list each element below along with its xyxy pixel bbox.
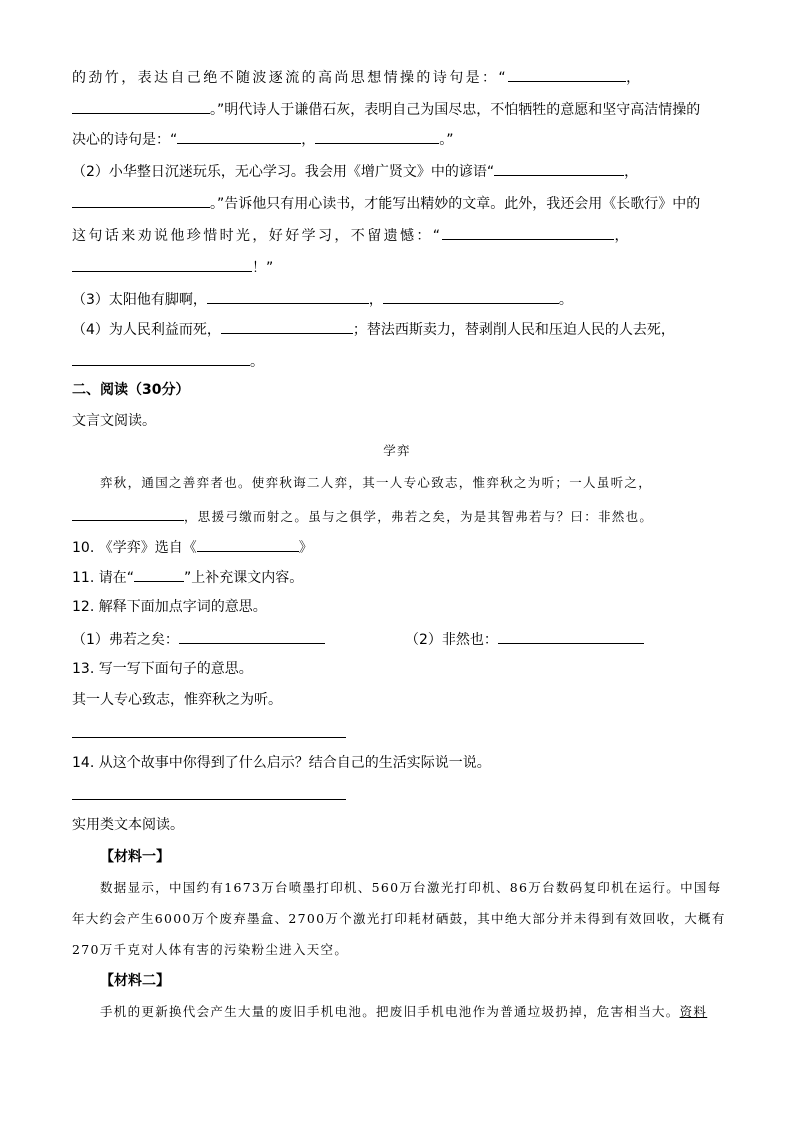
question-11 <box>72 566 303 588</box>
p2-line4 <box>72 256 273 278</box>
text: （4）为人民利益而死， <box>72 322 221 338</box>
question-13-sentence: 其一人专心致志，惟弈秋之为听。 <box>72 692 282 708</box>
material2-line1 <box>100 1002 707 1022</box>
answer-blank[interactable] <box>72 256 252 272</box>
text: 》 <box>298 540 313 556</box>
text: 的劲竹，表达自己绝不随波逐流的高尚思想情操的诗句是：“ <box>72 70 509 86</box>
answer-blank[interactable] <box>442 224 614 240</box>
text: 手机的更新换代会产生大量的废旧手机电池。把废旧手机电池作为普通垃圾扔掉，危害相当大。 <box>100 1004 680 1019</box>
answer-blank[interactable] <box>221 318 353 334</box>
answer-blank[interactable] <box>72 98 210 114</box>
question-10 <box>72 536 313 558</box>
material1-line3: 270万千克对人体有害的污染粉尘进入天空。 <box>72 942 349 957</box>
answer-blank[interactable] <box>134 566 184 582</box>
answer-blank[interactable] <box>72 350 250 366</box>
answer-blank[interactable] <box>179 628 325 644</box>
text: （2）小华整日沉迷玩乐，无心学习。我会用《增广贤文》中的谚语“ <box>72 164 495 180</box>
answer-blank[interactable] <box>72 192 210 208</box>
answer-blank[interactable] <box>72 505 184 521</box>
text: 这句话来劝说他珍惜时光，好好学习，不留遗憾：“ <box>72 228 443 244</box>
p2-line1 <box>72 160 638 182</box>
text: 。”明代诗人于谦借石灰，表明自己为国尽忠，不怕牺牲的意愿和坚守高洁情操的 <box>210 102 701 118</box>
underlined-text: 资料 <box>679 1004 708 1019</box>
answer-blank[interactable] <box>508 66 626 82</box>
section-heading: 二、阅读（30分） <box>72 382 190 398</box>
text: （1）弗若之矣： <box>72 632 179 648</box>
material1-line2: 年大约会产生6000万个废弃墨盒、2700万个激光打印耗材硒鼓，其中绝大部分并未得到有效回收，大概有 <box>72 911 726 926</box>
p1-line2 <box>72 98 700 120</box>
text: ；替法西斯卖力，替剥削人民和压迫人民的人去死， <box>352 322 675 338</box>
text: ！” <box>252 260 274 276</box>
p4-line1 <box>72 318 675 340</box>
answer-blank[interactable] <box>315 128 439 144</box>
text: 。” <box>439 132 454 148</box>
practical-intro: 实用类文本阅读。 <box>72 817 184 833</box>
p1-line1 <box>72 66 642 88</box>
answer-blank[interactable] <box>494 160 624 176</box>
question-12-1 <box>72 628 325 650</box>
text: ，思援弓缴而射之。虽与之俱学，弗若之矣，为是其智弗若与？曰：非然也。 <box>184 509 654 524</box>
answer-blank[interactable] <box>177 128 301 144</box>
material2-title: 【材料二】 <box>100 973 170 989</box>
passage-title: 学弈 <box>383 443 411 458</box>
text: （2）非然也： <box>405 632 498 648</box>
passage-line1: 弈秋，通国之善弈者也。使弈秋诲二人弈，其一人专心致志，惟弈秋之为听；一人虽听之， <box>100 475 653 490</box>
passage-line2 <box>72 505 653 527</box>
p2-line3 <box>72 224 631 246</box>
question-12-2 <box>405 628 644 650</box>
text: 。”告诉他只有用心读书，才能写出精妙的文章。此外，我还会用《长歌行》中的 <box>210 196 701 212</box>
p4-line2 <box>72 350 264 372</box>
text: ， <box>614 228 631 244</box>
text: 10. 《学弈》选自《 <box>72 540 197 556</box>
answer-blank[interactable] <box>498 628 644 644</box>
answer-blank[interactable] <box>383 288 559 304</box>
p1-line3 <box>72 128 454 150</box>
text: ， <box>301 132 316 148</box>
answer-line[interactable] <box>72 737 346 738</box>
text: 决心的诗句是：“ <box>72 132 178 148</box>
text: ， <box>624 164 639 180</box>
text: ， <box>626 70 643 86</box>
question-12: 12. 解释下面加点字词的意思。 <box>72 599 267 615</box>
text: （3）太阳他有脚啊， <box>72 292 207 308</box>
answer-line[interactable] <box>72 799 346 800</box>
question-14: 14. 从这个故事中你得到了什么启示？结合自己的生活实际说一说。 <box>72 755 491 771</box>
question-13: 13. 写一写下面句子的意思。 <box>72 661 253 677</box>
p3-line <box>72 288 573 310</box>
text: ， <box>368 292 383 308</box>
text: ”上补充课文内容。 <box>183 570 304 586</box>
material1-line1: 数据显示，中国约有1673万台喷墨打印机、560万台激光打印机、86万台数码复印机在运行。中国每 <box>100 880 722 895</box>
text: 。 <box>250 354 264 370</box>
answer-blank[interactable] <box>197 536 299 552</box>
answer-blank[interactable] <box>207 288 369 304</box>
text: 。 <box>558 292 573 308</box>
material1-title: 【材料一】 <box>100 849 170 865</box>
classical-intro: 文言文阅读。 <box>72 413 156 429</box>
p2-line2 <box>72 192 700 214</box>
text: 11. 请在“ <box>72 570 134 586</box>
